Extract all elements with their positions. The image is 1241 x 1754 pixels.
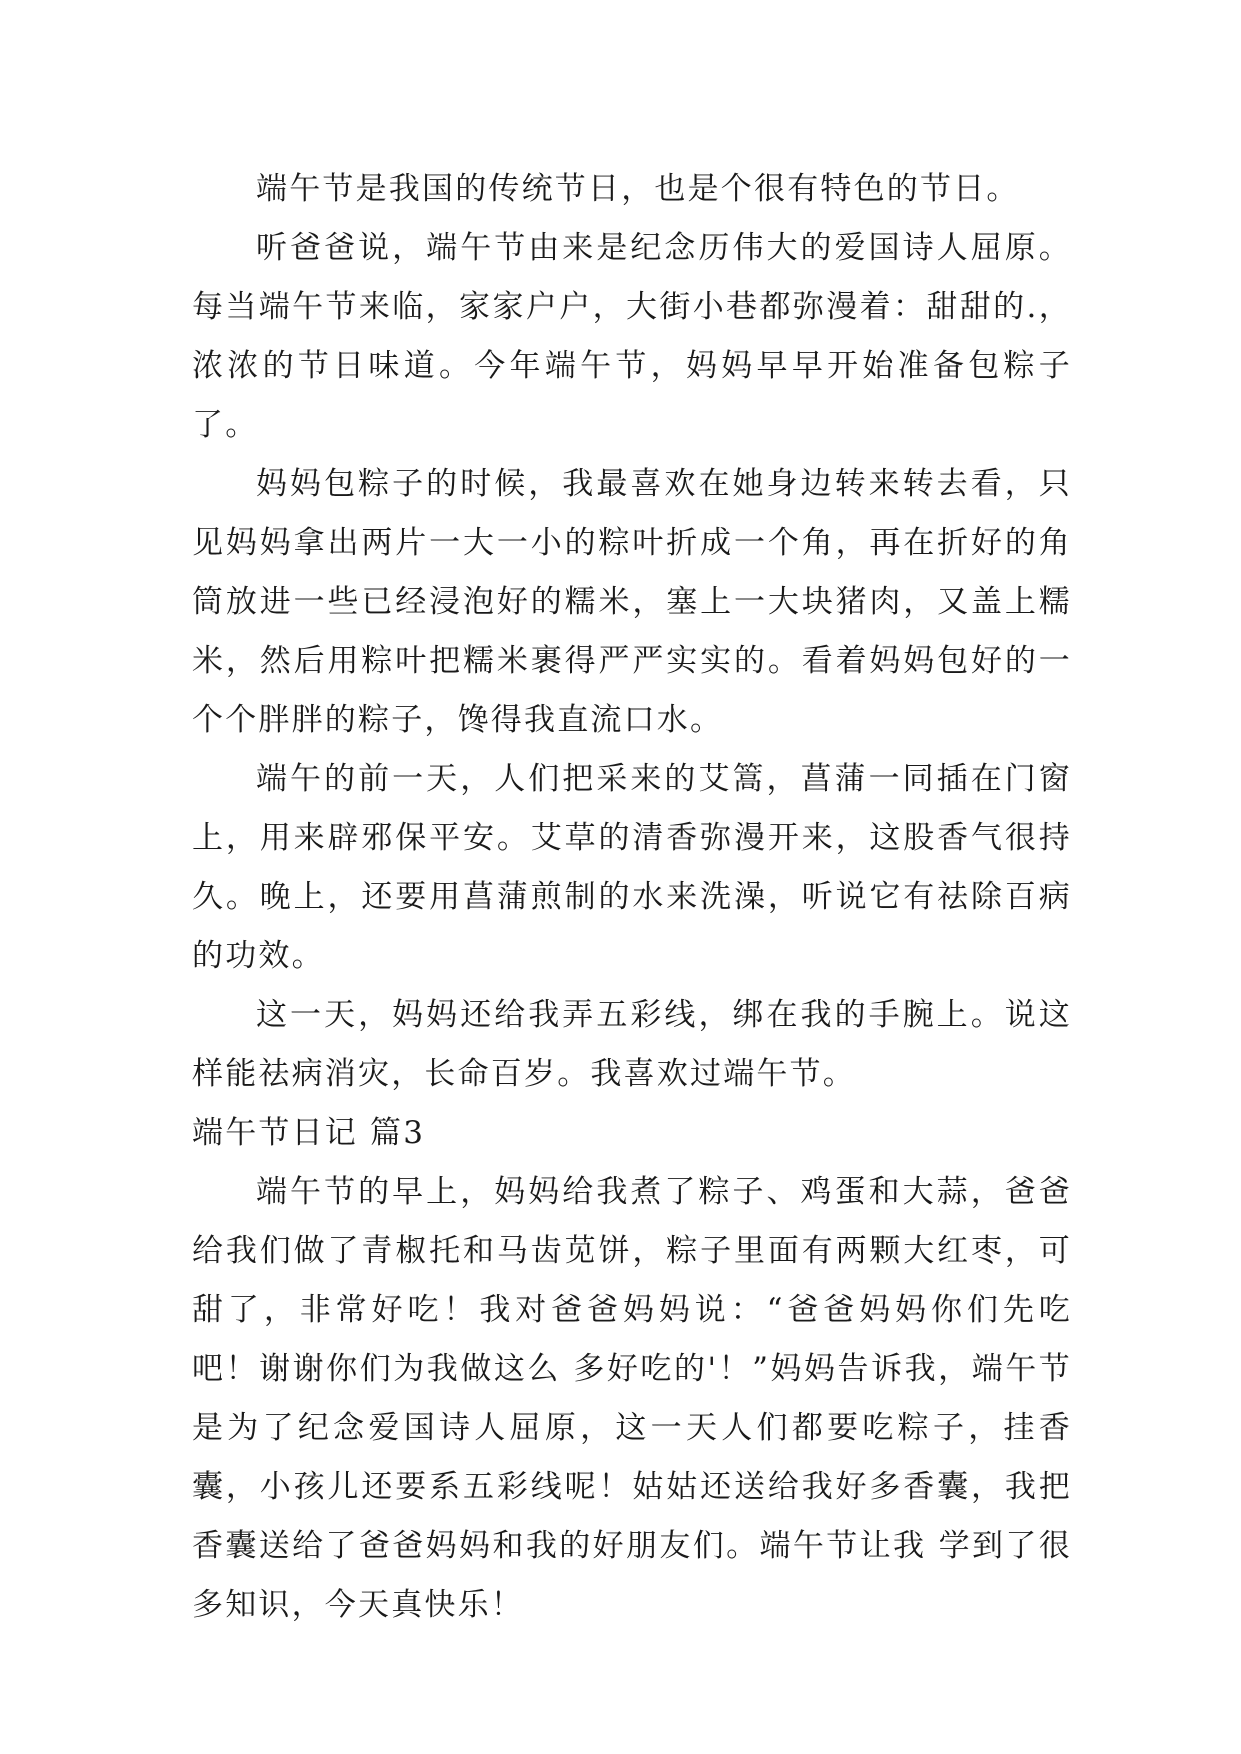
paragraph-6: 端午节的早上，妈妈给我煮了粽子、鸡蛋和大蒜，爸爸给我们做了青椒托和马齿苋饼，粽子里面有两颗大红枣，可甜了，非常好吃！我对爸爸妈妈说：“爸爸妈妈你们先吃吧！谢谢你们为我做这么 多好吃的'！”妈妈告诉我，端午节是为了纪念爱国诗人屈原，这一天人们都要吃粽子，挂香囊，小孩儿还要系五彩线呢！姑姑还送给我好多香囊，我把香囊送给了爸爸妈妈和我的好朋友们。端午节让我 学到了很多知识，今天真快乐！ — [192, 1174, 1072, 1623]
paragraph-3: 妈妈包粽子的时候，我最喜欢在她身边转来转去看，只见妈妈拿出两片一大一小的粽叶折成一个角，再在折好的角筒放进一些已经浸泡好的糯米，塞上一大块猪肉，又盖上糯米，然后用粽叶把糯米裹得严严实实的。看着妈妈包好的一个个胖胖的粽子，馋得我直流口水。 — [192, 466, 1072, 738]
paragraph-4: 端午的前一天，人们把采来的艾篙，菖蒲一同插在门窗上，用来辟邪保平安。艾草的清香弥漫开来，这股香气很持久。晚上，还要用菖蒲煎制的水来洗澡，听说它有祛除百病的功效。 — [192, 761, 1072, 974]
paragraph-1: 端午节是我国的传统节日，也是个很有特色的节日。 — [256, 171, 1020, 207]
article-body — [192, 160, 1072, 1635]
paragraph-2: 听爸爸说，端午节由来是纪念历伟大的爱国诗人屈原。每当端午节来临，家家户户，大街小巷都弥漫着：甜甜的.，浓浓的节日味道。今年端午节，妈妈早早开始准备包粽子了。 — [192, 230, 1072, 443]
section-heading: 端午节日记 篇3 — [192, 1115, 426, 1151]
paragraph-5: 这一天，妈妈还给我弄五彩线，绑在我的手腕上。说这样能祛病消灾，长命百岁。我喜欢过端午节。 — [192, 997, 1072, 1092]
